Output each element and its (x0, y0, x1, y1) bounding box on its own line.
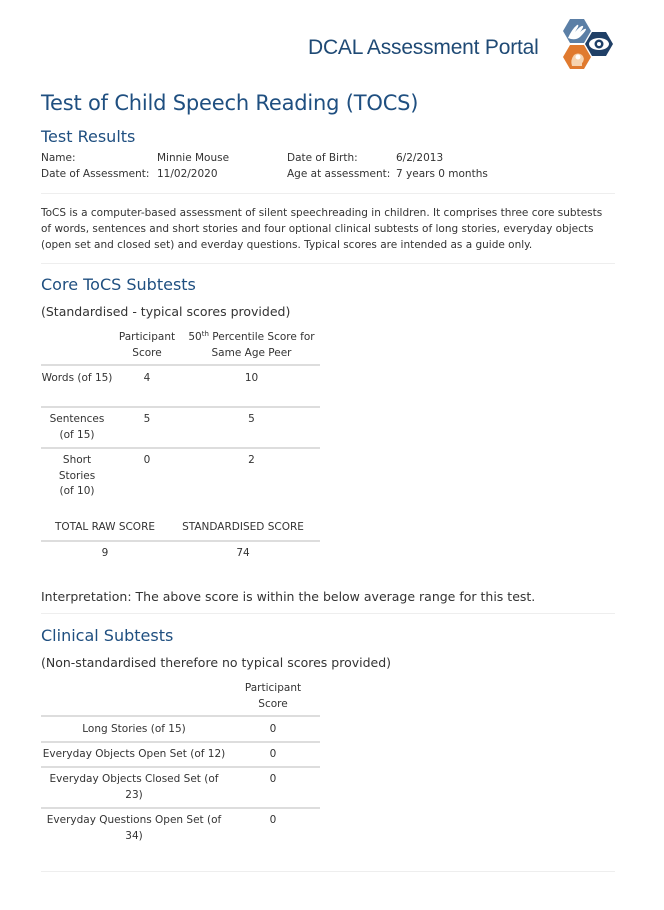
standardised-score-label: STANDARDISED SCORE (182, 521, 304, 533)
participant-score: 0 (269, 814, 277, 826)
assessment-date-value: 11/02/2020 (157, 168, 218, 180)
peer-score: 10 (244, 372, 259, 384)
logo-hexagons-icon (553, 18, 615, 80)
participant-score: 5 (143, 413, 151, 425)
subtest-label: Everyday Questions Open Set (of 34) (46, 814, 222, 842)
divider (41, 871, 615, 872)
test-results-heading: Test Results (41, 127, 136, 146)
peer-score: 5 (248, 413, 255, 425)
clinical-subtests-heading: Clinical Subtests (41, 626, 174, 645)
percentile-number: 50 (188, 331, 202, 343)
logo-text: DCAL Assessment Portal (308, 36, 539, 59)
subtest-label: Everyday Objects Closed Set (of 23) (49, 773, 219, 801)
participant-score: 0 (269, 723, 277, 735)
subtest-label: Words (of 15) (41, 372, 113, 384)
core-subtests-heading: Core ToCS Subtests (41, 275, 196, 294)
peer-score: 2 (248, 454, 255, 466)
row-rule (41, 741, 320, 743)
subtest-label: Sentences (of 15) (49, 413, 105, 441)
total-raw-score-value: 9 (101, 547, 109, 559)
standardised-score-value: 74 (236, 547, 250, 559)
name-value: Minnie Mouse (157, 152, 230, 164)
table-header-rule (41, 364, 320, 366)
core-subtests-subheading: (Standardised - typical scores provided) (41, 304, 291, 319)
subtest-label: Long Stories (of 15) (82, 723, 186, 735)
subtest-label: Everyday Objects Open Set (of 12) (42, 748, 226, 760)
participant-score: 0 (269, 748, 277, 760)
row-rule (41, 766, 320, 768)
percentile-text-2: Same Age Peer (211, 346, 292, 359)
participant-score: 0 (269, 773, 277, 785)
description: ToCS is a computer-based assessment of silent speechreading in children. It comprises three core subtests of words, sentences and short stories and four optional clinical subtests of long stories, everyday objects (open set and closed set) and everday questions. Typical scores are intended as a guide only. (41, 207, 603, 251)
totals-rule (41, 540, 320, 542)
dob-label: Date of Birth: (287, 152, 358, 164)
age-label: Age at assessment: (287, 168, 391, 180)
percentile-header (183, 330, 320, 361)
age-value: 7 years 0 months (396, 168, 488, 180)
percentile-suffix: th (201, 330, 209, 338)
page-title: Test of Child Speech Reading (TOCS) (41, 91, 419, 115)
participant-score: 0 (143, 454, 151, 466)
participant-score-header: Participant Score (244, 682, 302, 710)
row-rule (41, 447, 320, 449)
participant-score: 4 (143, 372, 151, 384)
logo (308, 18, 618, 80)
participant-score-header: Participant Score (118, 331, 176, 359)
clinical-subtests-subheading: (Non-standardised therefore no typical scores provided) (41, 655, 392, 670)
name-label: Name: (41, 152, 76, 164)
row-rule (41, 807, 320, 809)
divider (41, 263, 615, 264)
divider (41, 613, 615, 614)
assessment-date-label: Date of Assessment: (41, 168, 150, 180)
table-header-rule (41, 715, 320, 717)
subtest-label: Short Stories (of 10) (58, 454, 96, 497)
total-raw-score-label: TOTAL RAW SCORE (54, 521, 156, 533)
dob-value: 6/2/2013 (396, 152, 444, 164)
interpretation: Interpretation: The above score is within the below average range for this test. (41, 589, 536, 604)
percentile-text: Percentile Score for (208, 331, 315, 343)
row-rule (41, 406, 320, 408)
divider (41, 193, 615, 194)
